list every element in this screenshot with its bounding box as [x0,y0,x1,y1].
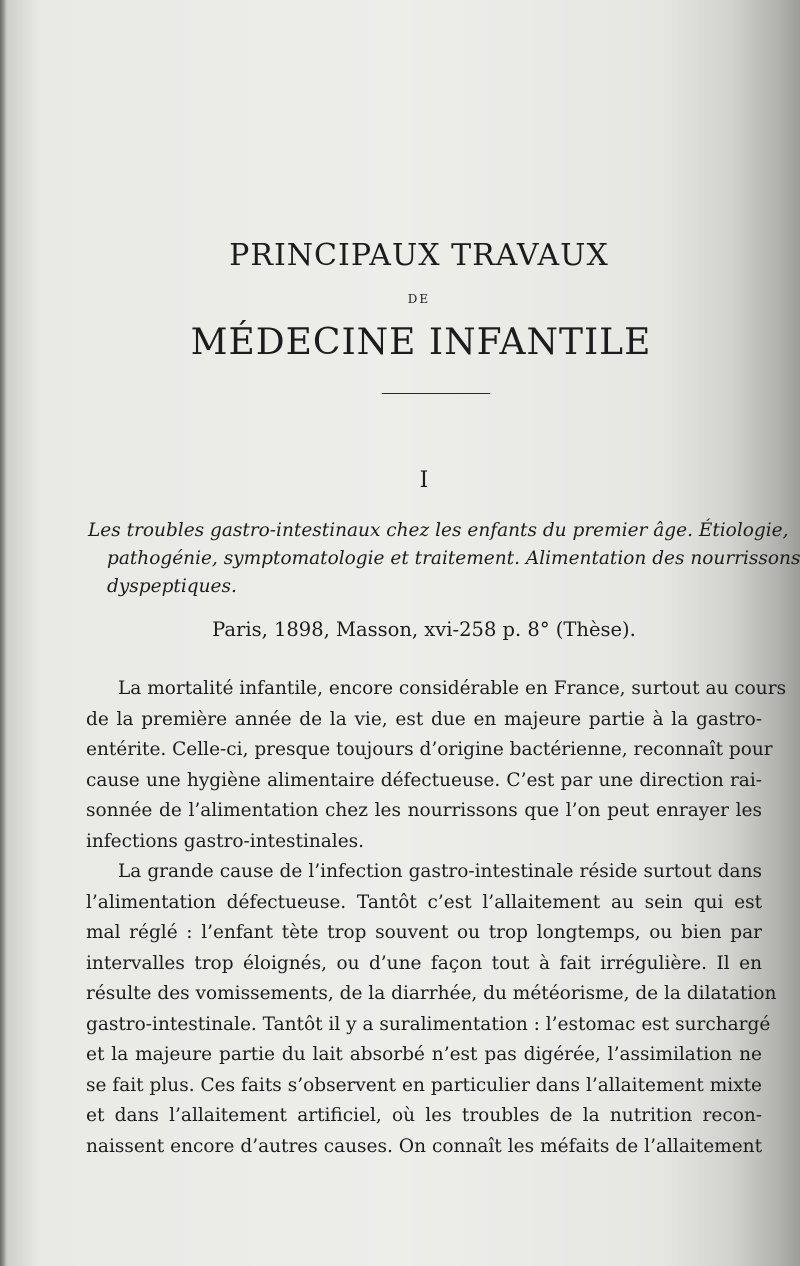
publication-info: Paris, 1898, Masson, xvi-258 p. 8° (Thèse). [212,618,636,641]
body-line: naissent encore d’autres causes. On connaît les méfaits de l’allaitement [86,1135,762,1157]
work-title [88,517,800,601]
body-line: de la première année de la vie, est due en majeure partie à la gastro- [86,708,762,730]
body-line: cause une hygiène alimentaire défectueuse. C’est par une direction rai- [86,769,762,791]
heading-sub: MÉDECINE INFANTILE [190,322,652,363]
body-line: résulte des vomissements, de la diarrhée, du météorisme, de la dilatation [86,983,777,1004]
body-line: gastro-intestinale. Tantôt il y a suralimentation : l’estomac est surchargé [86,1013,771,1035]
body-line: sonnée de l’alimentation chez les nourrissons que l’on peut enrayer les [86,800,762,821]
body-line: l’alimentation défectueuse. Tantôt c’est l’allaitement au sein qui est [86,891,762,913]
body-line: se fait plus. Ces faits s’observent en particulier dans l’allaitement mixte [86,1074,762,1096]
work-title-line: pathogénie, symptomatologie et traitement. Alimentation des nourrissons [107,548,800,569]
work-title-line: dyspeptiques. [107,576,237,597]
section-number: I [419,468,429,493]
body-line: mal réglé : l’enfant tète trop souvent ou trop longtemps, ou bien par [86,922,762,943]
body-line: La grande cause de l’infection gastro-intestinale réside surtout dans [118,861,762,882]
body-text [86,674,787,1162]
body-line: et dans l’allaitement artificiel, où les troubles de la nutrition recon- [86,1105,762,1126]
heading-rule [382,393,490,394]
body-line: intervalles trop éloignés, ou d’une façon tout à fait irrégulière. Il en [86,952,762,974]
heading-main: PRINCIPAUX TRAVAUX [229,238,609,273]
work-title-line: Les troubles gastro-intestinaux chez les enfants du premier âge. Étiologie, [88,520,789,541]
body-line: entérite. Celle-ci, presque toujours d’origine bactérienne, reconnaît pour [86,739,773,760]
body-line: et la majeure partie du lait absorbé n’est pas digérée, l’assimilation ne [86,1044,762,1065]
body-line: infections gastro-intestinales. [86,830,365,852]
heading-connector: DE [407,292,431,306]
body-line: La mortalité infantile, encore considérable en France, surtout au cours [118,678,787,699]
